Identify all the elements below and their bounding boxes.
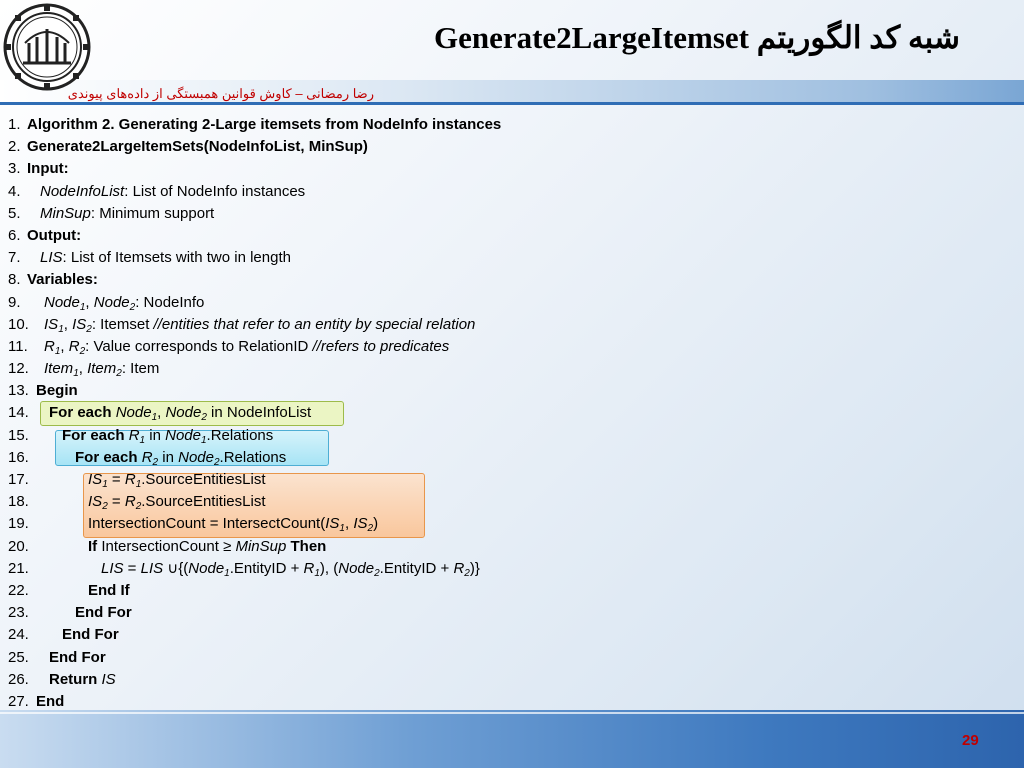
code-line-25: 25. End For xyxy=(8,648,106,666)
footer-band xyxy=(0,710,1024,768)
code-line-20: 20. If IntersectionCount ≥ MinSup Then xyxy=(8,537,327,555)
code-line-17: 17. $IS_1$ = $R_1.SourceEntitiesList$ xyxy=(8,471,266,490)
code-line-12: 12. Item$_1$, Item$_2$: Item xyxy=(8,360,160,380)
code-line-2: 2. Generate2LargeItemSets(NodeInfoList, MinSup) xyxy=(8,138,368,156)
code-line-14: 14. For each Node$_1$, Node$_2$ in NodeInfoList xyxy=(8,404,312,424)
code-line-9: 9. Node$_1$, Node$_2$: NodeInfo xyxy=(8,293,205,313)
footer-divider xyxy=(0,712,1024,714)
university-logo-icon xyxy=(3,3,91,91)
header-divider xyxy=(0,102,1024,105)
page-number: 29 xyxy=(962,732,979,749)
code-line-15: 15. For each $R_1$ in Node$_1$.Relations xyxy=(8,426,274,446)
code-line-4: 4. NodeInfoList: List of NodeInfo instances xyxy=(8,182,306,200)
code-line-8: 8. Variables: xyxy=(8,271,98,289)
code-line-21: 21. LIS = LIS ∪{(Node$_1$.EntityID + $R_1$), (Node$_2$.EntityID + $R_2$)} xyxy=(8,559,480,579)
code-line-11: 11. $R_1$, $R_2$: Value corresponds to RelationID //refers to predicates xyxy=(8,337,450,357)
code-line-5: 5. MinSup: Minimum support xyxy=(8,204,215,222)
code-line-1: 1. Algorithm 2. Generating 2-Large itemsets from NodeInfo instances xyxy=(8,116,502,133)
code-line-3: 3. Input: xyxy=(8,160,69,178)
code-line-10: 10. $IS_1$, $IS_2$: Itemset //entities that refer to an entity by special relation xyxy=(8,315,476,335)
code-line-7: 7. LIS: List of Itemsets with two in length xyxy=(8,249,291,267)
code-line-27: 27. End xyxy=(8,692,65,710)
code-line-19: 19. IntersectionCount = $IntersectCount(IS_1$, $IS_2$) xyxy=(8,515,379,535)
slide-title: Generate2LargeItemset شبه کد الگوریتم xyxy=(433,20,960,55)
code-line-24: 24. End For xyxy=(8,626,119,644)
code-line-26: 26. Return IS xyxy=(8,670,116,688)
pseudocode-listing xyxy=(8,114,908,713)
code-line-18: 18. $IS_2$ = $R_2.SourceEntitiesList$ xyxy=(8,493,266,513)
code-line-23: 23. End For xyxy=(8,604,132,622)
code-line-13: 13. Begin xyxy=(8,382,78,400)
code-line-16: 16. For each $R_2$ in Node$_2$.Relations xyxy=(8,448,287,468)
code-line-6: 6. Output: xyxy=(8,226,82,244)
slide-subtitle: رضا رمضانی – کاوش قوانین همبستگی از داده‌های پیوندی xyxy=(67,86,374,101)
code-line-22: 22. End If xyxy=(8,581,130,599)
